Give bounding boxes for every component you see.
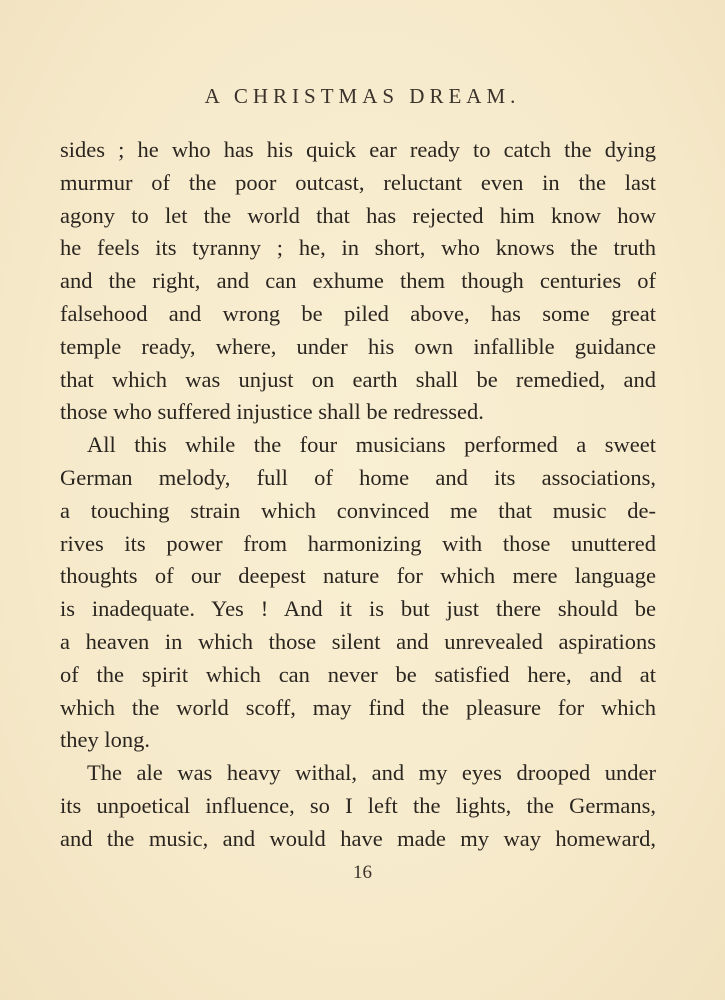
- text-line: murmur of the poor outcast, reluctant even in the last: [60, 169, 656, 195]
- text-line: and the music, and would have made my way homeward,: [60, 825, 656, 851]
- text-line: sides ; he who has his quick ear ready to catch the dying: [60, 137, 656, 162]
- text-line: German melody, full of home and its associations,: [60, 464, 656, 490]
- text-line: which the world scoff, may find the pleasure for which: [60, 694, 656, 720]
- text-line: a touching strain which convinced me that music de-: [60, 497, 656, 523]
- text-line: of the spirit which can never be satisfied here, and at: [60, 661, 656, 687]
- text-line: its unpoetical influence, so I left the lights, the Germans,: [60, 792, 656, 818]
- paragraph-first-line: The ale was heavy withal, and my eyes drooped under: [87, 760, 656, 786]
- text-line: and the right, and can exhume them though centuries of: [60, 268, 656, 294]
- body-text: [60, 134, 656, 856]
- page-number: 16: [353, 862, 372, 883]
- text-line: that which was unjust on earth shall be remedied, and: [60, 366, 656, 392]
- running-head: A CHRISTMAS DREAM.: [204, 84, 521, 108]
- text-line: he feels its tyranny ; he, in short, who knows the truth: [60, 235, 656, 261]
- paragraph-first-line: All this while the four musicians performed a sweet: [87, 432, 656, 458]
- text-line: rives its power from harmonizing with those unuttered: [60, 530, 656, 556]
- text-line: they long.: [60, 727, 150, 753]
- text-line: those who suffered injustice shall be redressed.: [60, 399, 484, 425]
- text-line: thoughts of our deepest nature for which mere language: [60, 563, 656, 589]
- text-line: a heaven in which those silent and unrevealed aspirations: [60, 628, 656, 654]
- text-line: falsehood and wrong be piled above, has some great: [60, 300, 656, 326]
- text-line: is inadequate. Yes ! And it is but just there should be: [60, 596, 656, 622]
- text-line: agony to let the world that has rejected him know how: [60, 202, 656, 228]
- text-line: temple ready, where, under his own infallible guidance: [60, 333, 656, 359]
